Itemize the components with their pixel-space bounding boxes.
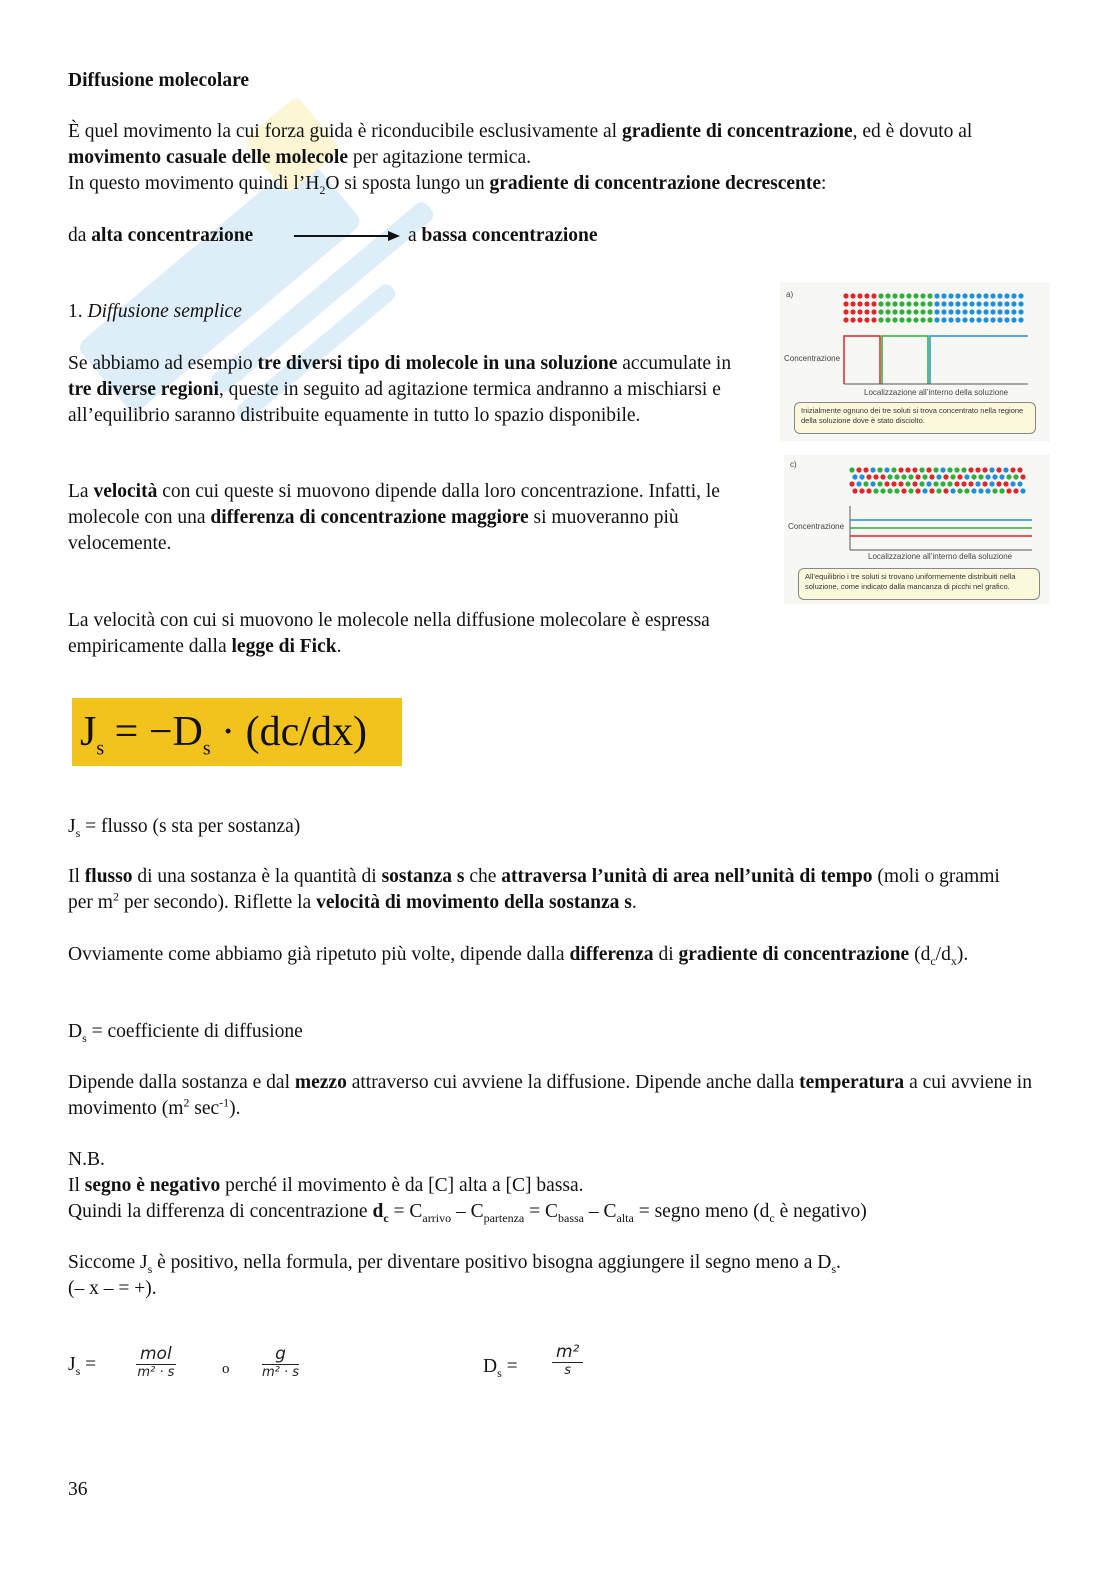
page-title: Diffusione molecolare — [68, 70, 250, 91]
molecule-dot — [919, 481, 924, 486]
figure-note-equilibrium: All’equilibrio i tre soluti si trovano uniformemente distribuiti nella soluzione, come indicato dalla mancanza di picchi nel grafico. — [798, 568, 1040, 600]
molecule-dot — [978, 474, 983, 479]
molecule-dot — [971, 488, 976, 493]
molecule-dot — [920, 309, 925, 314]
molecule-dot — [1018, 317, 1023, 322]
section-heading: 1. Diffusione semplice — [68, 301, 242, 322]
molecule-dot — [1020, 488, 1025, 493]
molecule-dot — [880, 474, 885, 479]
molecule-dot — [982, 467, 987, 472]
molecule-dot — [941, 317, 946, 322]
molecule-dot — [892, 317, 897, 322]
molecule-dot — [863, 467, 868, 472]
molecule-dot — [852, 488, 857, 493]
molecule-dot — [908, 488, 913, 493]
molecule-dot — [990, 309, 995, 314]
molecule-dot — [962, 301, 967, 306]
molecule-dot — [961, 481, 966, 486]
molecule-dot — [941, 309, 946, 314]
molecule-dot — [983, 293, 988, 298]
ds-definition: $D_s$ = coefficiente di diffusione — [68, 1021, 303, 1045]
molecule-dot — [950, 488, 955, 493]
molecule-dot — [964, 488, 969, 493]
molecule-dot — [969, 309, 974, 314]
molecule-dot — [940, 481, 945, 486]
flux-paragraph: Il flusso di una sostanza è la quantità di sostanza s che attraversa l’unità di area nell’unità di tempo (moli o grammi per $m^2$ per secondo). Riflette la velocità di movimento della sostanza s. — [68, 866, 1000, 913]
molecule-dot — [1011, 317, 1016, 322]
molecule-dot — [990, 301, 995, 306]
direction-line: da alta concentrazione — [68, 225, 254, 246]
molecule-dot — [843, 309, 848, 314]
molecule-dot — [871, 309, 876, 314]
molecule-dot — [957, 488, 962, 493]
molecule-dot — [920, 293, 925, 298]
molecule-dot — [898, 481, 903, 486]
molecule-dot — [975, 467, 980, 472]
molecule-dot — [919, 467, 924, 472]
molecule-dot — [899, 309, 904, 314]
molecule-dot — [969, 293, 974, 298]
molecule-dot — [948, 309, 953, 314]
molecule-dot — [859, 474, 864, 479]
figure-panel-initial: a) Concentrazione Localizzazione all’interno della soluzione Inizialmente ognuno dei tre soluti si trova concentrato nella regione della soluzione dove è stato disciolto. — [780, 282, 1050, 442]
molecule-dots-separated — [842, 292, 1032, 328]
molecule-dot — [950, 474, 955, 479]
molecule-dot — [1017, 467, 1022, 472]
molecule-dot — [906, 301, 911, 306]
molecule-dot — [899, 301, 904, 306]
molecule-dot — [850, 293, 855, 298]
molecule-dot — [906, 309, 911, 314]
fick-law-formula: $J_s = -D_s \cdot (dc/dx)$ — [72, 698, 402, 766]
molecule-dot — [996, 467, 1001, 472]
molecule-dot — [1018, 309, 1023, 314]
molecule-dot — [870, 481, 875, 486]
molecule-dot — [954, 481, 959, 486]
molecule-dot — [962, 317, 967, 322]
molecule-dot — [1011, 301, 1016, 306]
molecule-dot — [1010, 481, 1015, 486]
molecule-dot — [892, 293, 897, 298]
molecule-dot — [870, 467, 875, 472]
molecule-dot — [913, 301, 918, 306]
concentration-graph-equilibrium — [848, 504, 1034, 554]
molecule-dot — [906, 317, 911, 322]
molecule-dot — [941, 293, 946, 298]
molecule-dot — [997, 301, 1002, 306]
molecule-dot — [1003, 467, 1008, 472]
molecule-dot — [941, 301, 946, 306]
molecule-dot — [877, 481, 882, 486]
molecule-dot — [891, 481, 896, 486]
page-number: 36 — [68, 1479, 88, 1500]
watermark-logo — [30, 40, 490, 500]
molecule-dot — [905, 481, 910, 486]
molecule-dot — [864, 317, 869, 322]
molecule-dot — [978, 488, 983, 493]
molecule-dot — [927, 301, 932, 306]
molecule-dot — [849, 481, 854, 486]
molecule-dot — [933, 467, 938, 472]
molecule-dot — [962, 309, 967, 314]
molecule-dot — [976, 317, 981, 322]
molecule-dot — [954, 467, 959, 472]
molecule-dot — [906, 293, 911, 298]
molecule-dot — [968, 481, 973, 486]
molecule-dot — [922, 474, 927, 479]
molecule-dot — [961, 467, 966, 472]
molecule-dot — [899, 293, 904, 298]
molecule-dot — [864, 309, 869, 314]
molecule-dot — [976, 293, 981, 298]
molecule-dot — [843, 293, 848, 298]
molecule-dot — [887, 488, 892, 493]
ds-units-label: $D_s$ = — [483, 1356, 518, 1380]
molecule-dot — [999, 474, 1004, 479]
molecule-dot — [1013, 488, 1018, 493]
molecule-dot — [957, 474, 962, 479]
molecule-dot — [873, 488, 878, 493]
molecule-dot — [955, 301, 960, 306]
molecule-dot — [863, 481, 868, 486]
molecule-dot — [871, 293, 876, 298]
molecule-dot — [885, 301, 890, 306]
molecule-dot — [852, 474, 857, 479]
molecule-dot — [997, 309, 1002, 314]
molecule-dot — [884, 481, 889, 486]
molecule-dot — [843, 317, 848, 322]
molecule-dot — [929, 474, 934, 479]
molecule-dot — [892, 309, 897, 314]
molecule-dot — [983, 301, 988, 306]
molecule-dot — [857, 293, 862, 298]
molecule-dot — [915, 488, 920, 493]
molecule-dot — [901, 474, 906, 479]
molecule-dot — [857, 317, 862, 322]
molecule-dot — [878, 301, 883, 306]
concentration-graph-initial — [842, 332, 1032, 386]
molecule-dot — [878, 309, 883, 314]
molecule-dot — [878, 293, 883, 298]
molecule-dot — [915, 474, 920, 479]
molecule-dot — [968, 467, 973, 472]
molecule-dot — [999, 488, 1004, 493]
molecule-dot — [864, 301, 869, 306]
molecule-dot — [894, 474, 899, 479]
molecule-dot — [997, 317, 1002, 322]
molecule-dot — [1020, 474, 1025, 479]
molecule-dot — [866, 488, 871, 493]
molecule-dot — [912, 481, 917, 486]
molecule-dot — [964, 474, 969, 479]
js-units-label: $J_s$ = — [68, 1354, 97, 1378]
molecule-dot — [878, 317, 883, 322]
molecule-dot — [905, 467, 910, 472]
molecule-dot — [873, 474, 878, 479]
molecule-dot — [982, 481, 987, 486]
molecule-dot — [948, 293, 953, 298]
molecule-dot — [899, 317, 904, 322]
molecule-dot — [850, 317, 855, 322]
intro-paragraph: È quel movimento la cui forza guida è riconducibile esclusivamente al gradiente di concentrazione, ed è dovuto al movimento casuale delle molecole per agitazione termica. In questo movimento quindi $l’H_2O$ si sposta lungo un gradiente di concentrazione decrescente: — [68, 121, 973, 197]
molecule-dot — [971, 474, 976, 479]
molecule-dot — [901, 488, 906, 493]
molecule-dot — [856, 481, 861, 486]
molecule-dot — [955, 317, 960, 322]
molecule-dot — [1003, 481, 1008, 486]
molecule-dot — [989, 467, 994, 472]
molecule-dot — [983, 309, 988, 314]
molecule-dot — [947, 481, 952, 486]
molecule-dot — [990, 293, 995, 298]
molecule-dot — [1006, 474, 1011, 479]
molecule-dot — [934, 317, 939, 322]
molecule-dot — [850, 301, 855, 306]
section-paragraph-1: Se abbiamo ad esempio tre diversi tipo di molecole in una soluzione accumulate in tre diverse regioni, queste in seguito ad agitazione termica andranno a mischiarsi e all’equilibrio saranno distribuite equamente in tutto lo spazio disponibile. — [68, 353, 732, 426]
unit-mol-per-area-time: mol m² · s — [137, 1344, 175, 1380]
molecule-dot — [856, 467, 861, 472]
molecule-dot — [880, 488, 885, 493]
molecule-dot — [913, 309, 918, 314]
molecule-dot — [1004, 301, 1009, 306]
molecule-dot — [913, 317, 918, 322]
molecule-dot — [936, 488, 941, 493]
molecule-dot — [1004, 309, 1009, 314]
molecule-dot — [885, 293, 890, 298]
molecule-dot — [962, 293, 967, 298]
molecule-dot — [983, 317, 988, 322]
molecule-dot — [1011, 293, 1016, 298]
molecule-dot — [1018, 301, 1023, 306]
molecule-dot — [866, 474, 871, 479]
molecule-dot — [1004, 317, 1009, 322]
molecule-dot — [887, 474, 892, 479]
molecule-dot — [976, 301, 981, 306]
molecule-dot — [864, 293, 869, 298]
figure-note-initial: Inizialmente ognuno dei tre soluti si trova concentrato nella regione della soluzione dove è stato disciolto. — [794, 402, 1036, 434]
molecule-dot — [969, 301, 974, 306]
molecule-dot — [927, 293, 932, 298]
molecule-dot — [969, 317, 974, 322]
molecule-dot — [997, 293, 1002, 298]
molecule-dot — [934, 301, 939, 306]
molecule-dot — [843, 301, 848, 306]
molecule-dot — [922, 488, 927, 493]
js-definition: $J_s$ = flusso (s sta per sostanza) — [68, 816, 301, 840]
molecule-dot — [1018, 293, 1023, 298]
section-paragraph-2: La velocità con cui queste si muovono dipende dalla loro concentrazione. Infatti, le molecole con una differenza di concentrazione maggiore si muoveranno più velocemente. — [68, 481, 720, 554]
molecule-dot — [936, 474, 941, 479]
molecule-dot — [940, 467, 945, 472]
molecule-dot — [850, 309, 855, 314]
molecule-dot — [976, 309, 981, 314]
molecule-dot — [990, 317, 995, 322]
unit-grams-per-area-time: g m² · s — [262, 1344, 300, 1380]
right-arrow-icon — [292, 228, 402, 244]
molecule-dots-mixed — [848, 466, 1032, 496]
molecule-dot — [884, 467, 889, 472]
molecule-dot — [985, 488, 990, 493]
molecule-dot — [933, 481, 938, 486]
molecule-dot — [927, 309, 932, 314]
molecule-dot — [992, 474, 997, 479]
section-paragraph-3: La velocità con cui si muovono le molecole nella diffusione molecolare è espressa empiricamente dalla legge di Fick. — [68, 610, 710, 657]
sign-paragraph: Siccome $J_s$ è positivo, nella formula, per diventare positivo bisogna aggiungere il segno meno a $D_s$. (– x – = +). — [68, 1252, 841, 1299]
medium-paragraph: Dipende dalla sostanza e dal mezzo attraverso cui avviene la diffusione. Dipende anche dalla temperatura a cui avviene in movimento ($m^2$ $\sec^{-1}$). — [68, 1072, 1032, 1119]
molecule-dot — [894, 488, 899, 493]
gradient-paragraph: Ovviamente come abbiamo già ripetuto più volte, dipende dalla differenza di gradiente di concentrazione $(d_c/d_x)$. — [68, 944, 969, 968]
molecule-dot — [898, 467, 903, 472]
molecule-dot — [947, 467, 952, 472]
molecule-dot — [975, 481, 980, 486]
molecule-dot — [926, 481, 931, 486]
molecule-dot — [1013, 474, 1018, 479]
molecule-dot — [1006, 488, 1011, 493]
molecule-dot — [948, 301, 953, 306]
molecule-dot — [985, 474, 990, 479]
figure-panel-equilibrium: c) Concentrazione Localizzazione all’interno della soluzione All’equilibrio i tre soluti si trovano uniformemente distribuiti nella soluzione, come indicato dalla mancanza di picchi nel grafico. — [784, 454, 1050, 604]
molecule-dot — [859, 488, 864, 493]
molecule-dot — [927, 317, 932, 322]
molecule-dot — [955, 309, 960, 314]
molecule-dot — [943, 474, 948, 479]
molecule-dot — [857, 309, 862, 314]
molecule-dot — [920, 317, 925, 322]
molecule-dot — [885, 317, 890, 322]
molecule-dot — [1010, 467, 1015, 472]
molecule-dot — [929, 488, 934, 493]
molecule-dot — [849, 467, 854, 472]
molecule-dot — [857, 301, 862, 306]
molecule-dot — [996, 481, 1001, 486]
molecule-dot — [1011, 309, 1016, 314]
molecule-dot — [877, 467, 882, 472]
molecule-dot — [943, 488, 948, 493]
molecule-dot — [891, 467, 896, 472]
molecule-dot — [934, 309, 939, 314]
molecule-dot — [908, 474, 913, 479]
molecule-dot — [885, 309, 890, 314]
molecule-dot — [992, 488, 997, 493]
molecule-dot — [934, 293, 939, 298]
unit-area-per-time: m² s — [552, 1342, 583, 1378]
molecule-dot — [920, 301, 925, 306]
direction-target: a bassa concentrazione — [408, 225, 598, 246]
molecule-dot — [871, 317, 876, 322]
molecule-dot — [948, 317, 953, 322]
molecule-dot — [955, 293, 960, 298]
molecule-dot — [913, 293, 918, 298]
molecule-dot — [1004, 293, 1009, 298]
molecule-dot — [912, 467, 917, 472]
molecule-dot — [1017, 481, 1022, 486]
molecule-dot — [926, 467, 931, 472]
molecule-dot — [989, 481, 994, 486]
or-label: o — [222, 1361, 230, 1377]
molecule-dot — [892, 301, 897, 306]
nb-paragraph: N.B. Il segno è negativo perché il movimento è da [C] alta a [C] bassa. Quindi la differenza di concentrazione $d_c = C_{arrivo} - C_{partenza} = C_{bassa} - C_{alta}$ = segno meno ($d_c$ è negativo) — [68, 1149, 867, 1225]
molecule-dot — [871, 301, 876, 306]
